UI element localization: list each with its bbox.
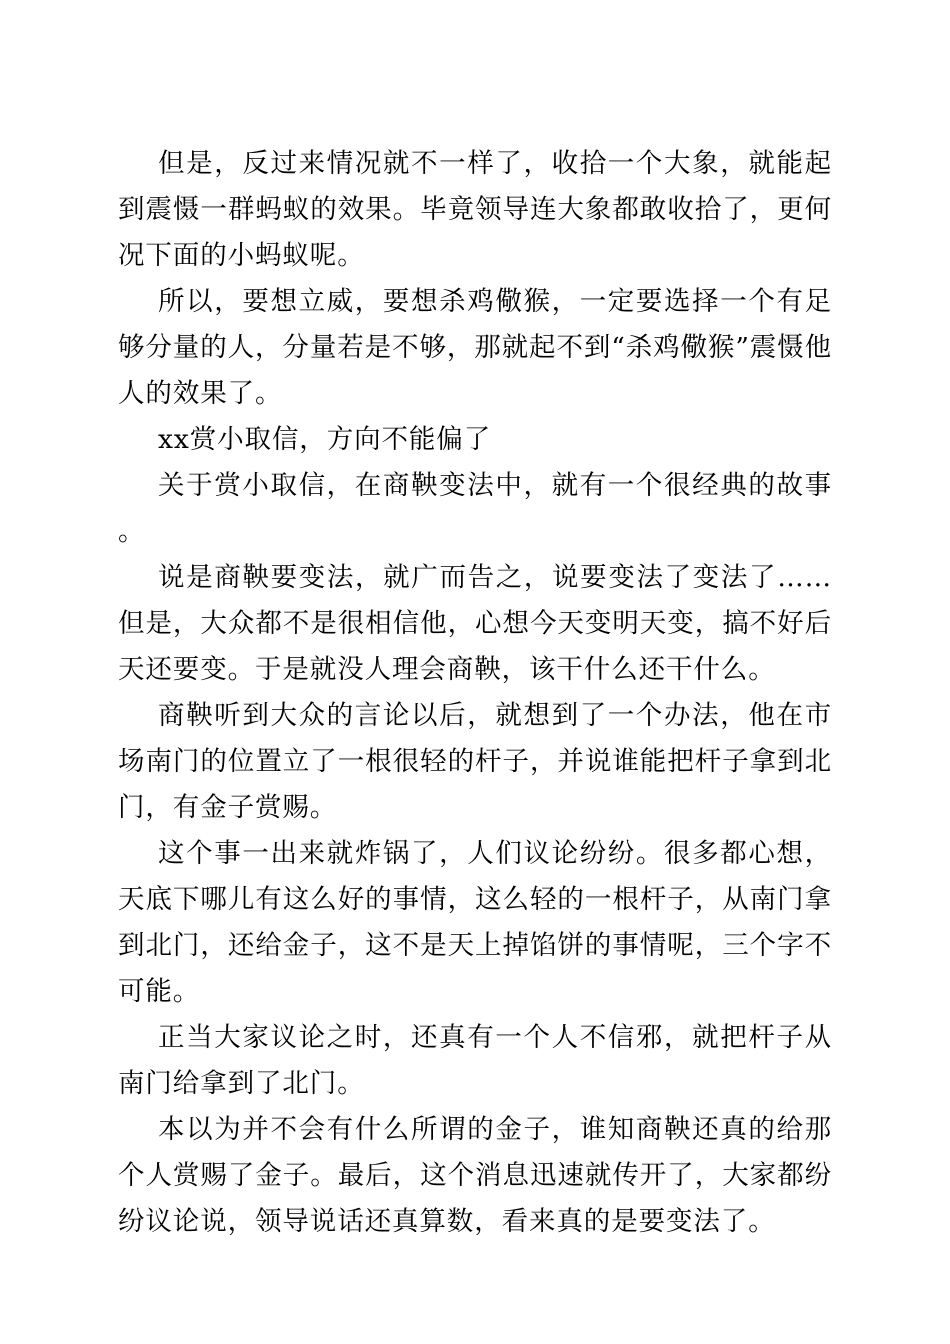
paragraph-pole-moved: 正当大家议论之时，还真有一个人不信邪，就把杆子从南门给拿到了北门。: [118, 1022, 832, 1099]
paragraph-elephant-effect: 但是，反过来情况就不一样了，收拾一个大象，就能起到震慑一群蚂蚁的效果。毕竟领导连大象都敢收拾了，更何况下面的小蚂蚁呢。: [118, 148, 832, 271]
paragraph-weight-choice: 所以，要想立威，要想杀鸡儆猴，一定要选择一个有足够分量的人，分量若是不够，那就起不到“杀鸡儆猴”震慑他人的效果了。: [118, 286, 832, 409]
paragraph-public-doubt: 这个事一出来就炸锅了，人们议论纷纷。很多都心想，天底下哪儿有这么好的事情，这么轻的一根杆子，从南门拿到北门，还给金子，这不是天上掉馅饼的事情呢，三个字不可能。: [118, 838, 832, 1007]
paragraph-shang-yang-intro: 关于赏小取信，在商鞅变法中，就有一个很经典的故事。: [118, 470, 832, 547]
paragraph-reward-given: 本以为并不会有什么所谓的金子，谁知商鞅还真的给那个人赏赐了金子。最后，这个消息迅速就传开了，大家都纷纷议论说，领导说话还真算数，看来真的是要变法了。: [118, 1114, 832, 1237]
section-heading-reward-trust: xx赏小取信，方向不能偏了: [158, 424, 492, 455]
paragraph-reform-announcement: 说是商鞅要变法，就广而告之，说要变法了变法了……但是，大众都不是很相信他，心想今天变明天变，搞不好后天还要变。于是就没人理会商鞅，该干什么还干什么。: [118, 562, 832, 685]
paragraph-pole-offer: 商鞅听到大众的言论以后，就想到了一个办法，他在市场南门的位置立了一根很轻的杆子，并说谁能把杆子拿到北门，有金子赏赐。: [118, 700, 832, 823]
document-body: [118, 141, 832, 1245]
